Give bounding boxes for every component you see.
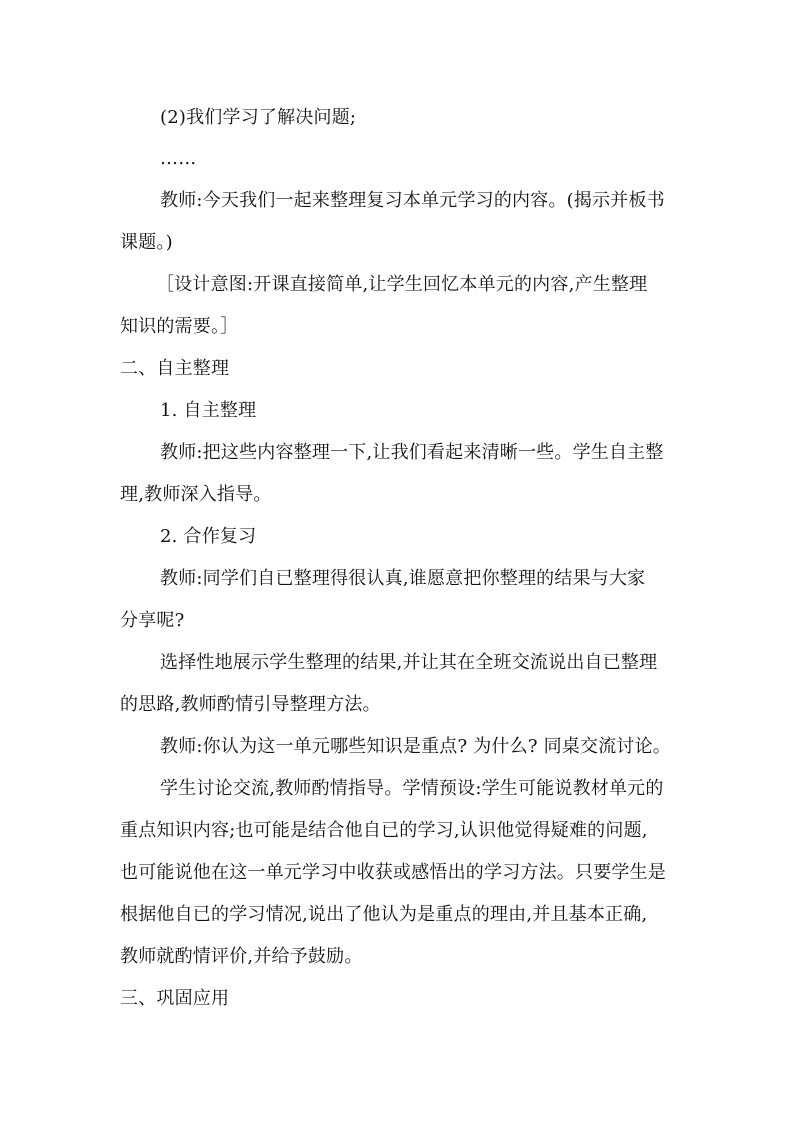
text-line-18: 教师就酌情评价,并给予鼓励。 (120, 946, 363, 967)
subheading-2: 2. 合作复习 (160, 526, 257, 547)
text-line-2: …… (160, 148, 197, 169)
text-line-9: 教师:同学们自已整理得很认真,谁愿意把你整理的结果与大家 (160, 568, 646, 589)
text-line-4: 课题。) (120, 232, 173, 253)
text-line-16: 也可能说他在这一单元学习中收获或感悟出的学习方法。只要学生是 (120, 862, 666, 883)
section-heading-3: 三、巩固应用 (120, 988, 230, 1009)
text-line-13: 教师:你认为这一单元哪些知识是重点? 为什么? 同桌交流讨论。 (160, 736, 672, 757)
subheading-1: 1. 自主整理 (160, 400, 257, 421)
text-line-6: 知识的需要。］ (120, 316, 239, 337)
text-line-10: 分享呢? (120, 610, 185, 631)
text-line-11: 选择性地展示学生整理的结果,并让其在全班交流说出自已整理 (160, 652, 658, 673)
text-line-3: 教师:今天我们一起来整理复习本单元学习的内容。(揭示并板书 (160, 190, 665, 211)
section-heading-2: 二、自主整理 (120, 358, 230, 379)
text-line-5: ［设计意图:开课直接简单,让学生回忆本单元的内容,产生整理 (156, 274, 648, 295)
text-line-1: (2)我们学习了解决问题; (160, 107, 357, 128)
text-line-15: 重点知识内容;也可能是结合他自已的学习,认识他觉得疑难的问题, (120, 820, 648, 841)
text-line-12: 的思路,教师酌情引导整理方法。 (120, 694, 381, 715)
text-line-17: 根据他自已的学习情况,说出了他认为是重点的理由,并且基本正确, (120, 904, 648, 925)
text-line-7: 教师:把这些内容整理一下,让我们看起来清晰一些。学生自主整 (160, 442, 664, 463)
text-line-8: 理,教师深入指导。 (120, 484, 272, 505)
text-line-14: 学生讨论交流,教师酌情指导。学情预设:学生可能说教材单元的 (160, 778, 664, 799)
